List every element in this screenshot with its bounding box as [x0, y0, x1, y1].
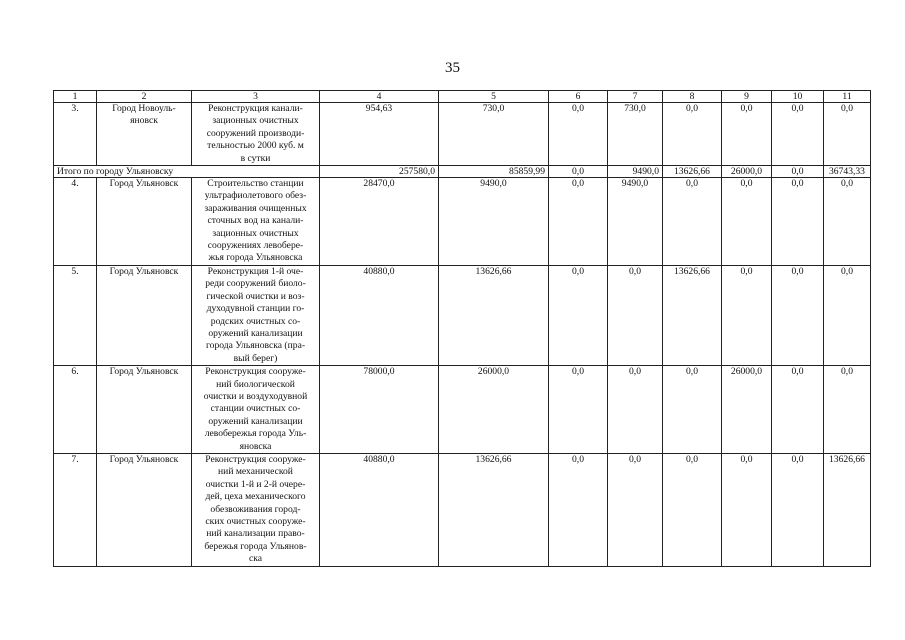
row-value: 26000,0	[439, 366, 549, 454]
row-value: 0,0	[722, 103, 772, 166]
table-header-row	[54, 91, 871, 103]
column-number-header: 10	[772, 91, 824, 103]
column-number-header: 5	[439, 91, 549, 103]
total-label: Итого по городу Ульяновску	[54, 166, 320, 178]
row-object-name: Реконструкция 1-й оче- реди сооружений биоло- гической очистки и воз- духодувной станции го- родских очистных со- оружений канализации города Ульяновска (пра- вый берег)	[192, 265, 320, 365]
row-value: 26000,0	[722, 366, 772, 454]
row-value: 0,0	[772, 103, 824, 166]
column-number-header: 6	[549, 91, 608, 103]
row-value: 0,0	[824, 265, 871, 365]
total-row	[54, 166, 871, 178]
row-value: 0,0	[549, 103, 608, 166]
row-object-name: Реконструкция сооруже- ний биологической очистки и воздуходувной станции очистных со- оружений канализации левобережья города Уль- яновска	[192, 366, 320, 454]
row-value: 28470,0	[320, 178, 439, 266]
row-value: 9490,0	[608, 178, 663, 266]
row-value: 13626,66	[824, 453, 871, 566]
column-number-header: 9	[722, 91, 772, 103]
row-value: 0,0	[549, 453, 608, 566]
row-value: 0,0	[772, 178, 824, 266]
row-value: 0,0	[608, 265, 663, 365]
row-value: 954,63	[320, 103, 439, 166]
total-value: 13626,66	[663, 166, 722, 178]
row-value: 13626,66	[663, 265, 722, 365]
row-value: 40880,0	[320, 453, 439, 566]
row-city: Город Ульяновск	[97, 265, 192, 365]
row-value: 0,0	[549, 178, 608, 266]
row-object-name: Реконструкция сооруже- ний механической очистки 1-й и 2-й очере- дей, цеха механического обезвоживания город- ских очистных сооруже- ний канализации право- бережья города Ульянов- ска	[192, 453, 320, 566]
total-value: 26000,0	[722, 166, 772, 178]
table-row	[54, 366, 871, 454]
row-number: 5.	[54, 265, 97, 365]
column-number-header: 1	[54, 91, 97, 103]
column-number-header: 11	[824, 91, 871, 103]
column-number-header: 8	[663, 91, 722, 103]
row-value: 78000,0	[320, 366, 439, 454]
row-value: 730,0	[439, 103, 549, 166]
data-table	[53, 90, 871, 567]
row-city: Город Новоуль- яновск	[97, 103, 192, 166]
row-city: Город Ульяновск	[97, 366, 192, 454]
row-value: 0,0	[722, 178, 772, 266]
column-number-header: 7	[608, 91, 663, 103]
row-number: 3.	[54, 103, 97, 166]
row-number: 7.	[54, 453, 97, 566]
row-value: 0,0	[549, 366, 608, 454]
row-value: 0,0	[824, 366, 871, 454]
column-number-header: 4	[320, 91, 439, 103]
row-object-name: Строительство станции ультрафиолетового обез- зараживания очищенных сточных вод на канали- зационных очистных сооружениях левобере- жья города Ульяновска	[192, 178, 320, 266]
page-number: 35	[445, 60, 460, 76]
row-value: 13626,66	[439, 453, 549, 566]
table-row	[54, 178, 871, 266]
total-value: 85859,99	[439, 166, 549, 178]
row-value: 0,0	[549, 265, 608, 365]
row-value: 0,0	[663, 366, 722, 454]
row-value: 0,0	[663, 453, 722, 566]
total-value: 257580,0	[320, 166, 439, 178]
row-value: 0,0	[772, 366, 824, 454]
table-row	[54, 265, 871, 365]
row-value: 0,0	[608, 366, 663, 454]
row-value: 0,0	[663, 103, 722, 166]
column-number-header: 2	[97, 91, 192, 103]
table-row	[54, 453, 871, 566]
total-value: 0,0	[772, 166, 824, 178]
row-value: 0,0	[722, 265, 772, 365]
row-value: 40880,0	[320, 265, 439, 365]
row-value: 0,0	[772, 453, 824, 566]
row-number: 4.	[54, 178, 97, 266]
row-object-name: Реконструкция канали- зационных очистных сооружений производи- тельностью 2000 куб. м в сутки	[192, 103, 320, 166]
row-value: 0,0	[722, 453, 772, 566]
row-value: 0,0	[824, 178, 871, 266]
row-value: 0,0	[608, 453, 663, 566]
table-row	[54, 103, 871, 166]
total-value: 36743,33	[824, 166, 871, 178]
total-value: 9490,0	[608, 166, 663, 178]
row-city: Город Ульяновск	[97, 178, 192, 266]
row-value: 0,0	[663, 178, 722, 266]
row-city: Город Ульяновск	[97, 453, 192, 566]
row-value: 730,0	[608, 103, 663, 166]
row-value: 0,0	[824, 103, 871, 166]
row-value: 9490,0	[439, 178, 549, 266]
total-value: 0,0	[549, 166, 608, 178]
column-number-header: 3	[192, 91, 320, 103]
row-value: 0,0	[772, 265, 824, 365]
row-number: 6.	[54, 366, 97, 454]
row-value: 13626,66	[439, 265, 549, 365]
